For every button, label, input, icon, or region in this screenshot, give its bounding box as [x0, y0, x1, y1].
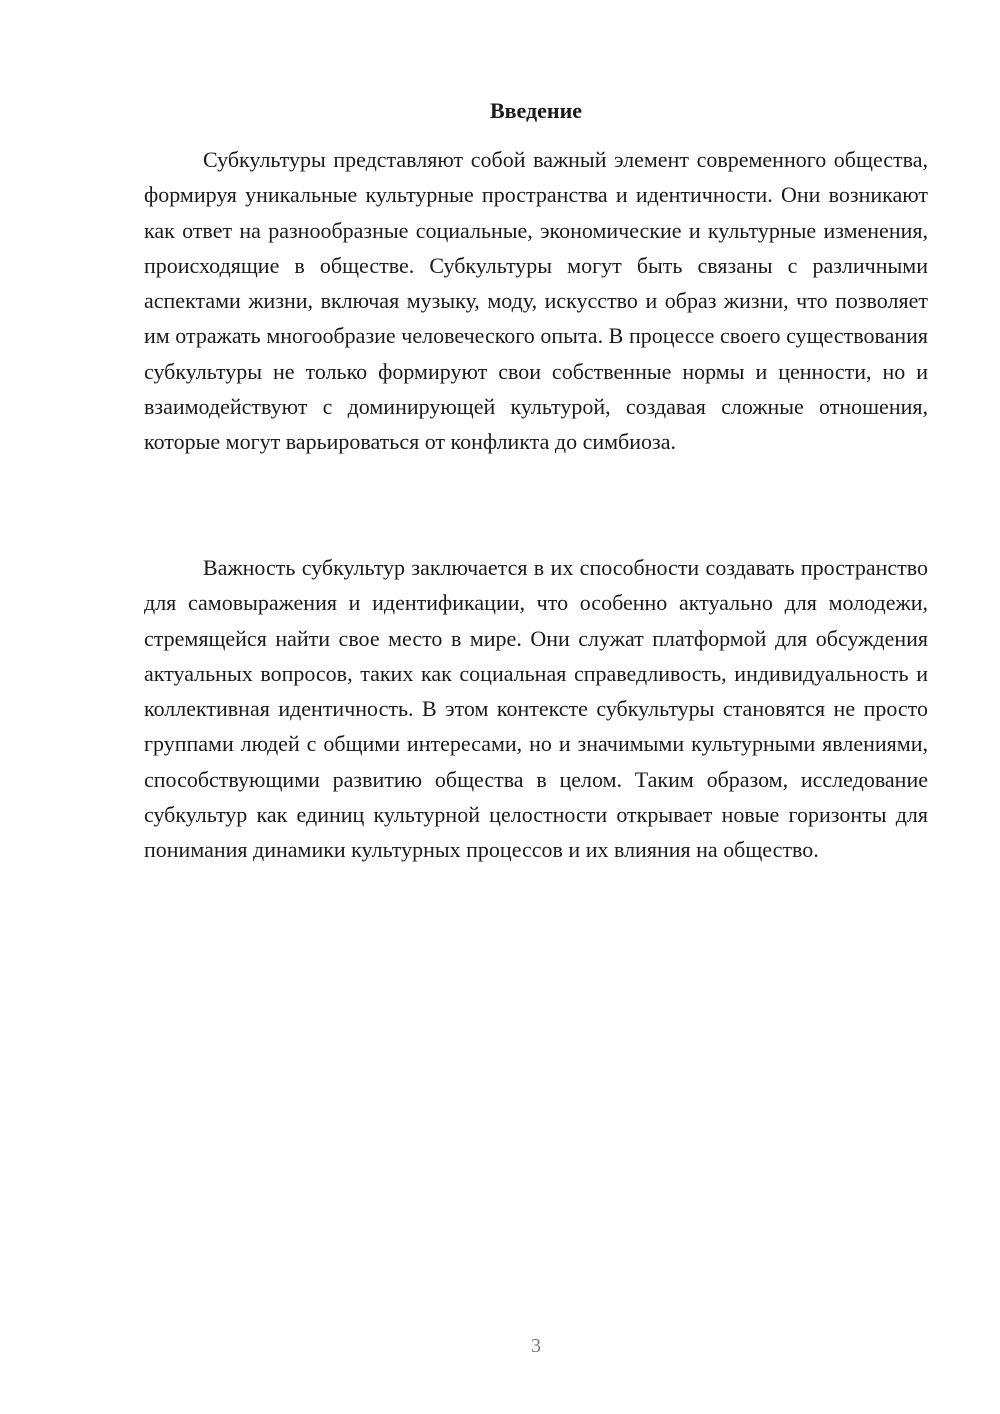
page-number: 3: [531, 1335, 541, 1357]
paragraph-1: Субкультуры представляют собой важный элемент современного общества, формируя уникальные культурные пространства и идентичности. Они возникают как ответ на разнообразные социальные, экономические и культурные изменения, происходящие в обществе. Субкультуры могут быть связаны с различными аспектами жизни, включая музыку, моду, искусство и образ жизни, что позволяет им отражать многообразие человеческого опыта. В процессе своего существования субкультуры не только формируют свои собственные нормы и ценности, но и взаимодействуют с доминирующей культурой, создавая сложные отношения, которые могут варьироваться от конфликта до симбиоза.: [144, 147, 928, 455]
section-heading: Введение: [489, 98, 583, 123]
paragraph-2: Важность субкультур заключается в их способности создавать пространство для самовыражения и идентификации, что особенно актуально для молодежи, стремящейся найти свое место в мире. Они служат платформой для обсуждения актуальных вопросов, таких как социальная справедливость, индивидуальность и коллективная идентичность. В этом контексте субкультуры становятся не просто группами людей с общими интересами, но и значимыми культурными явлениями, способствующими развитию общества в целом. Таким образом, исследование субкультур как единиц культурной целостности открывает новые горизонты для понимания динамики культурных процессов и их влияния на общество.: [144, 555, 928, 863]
